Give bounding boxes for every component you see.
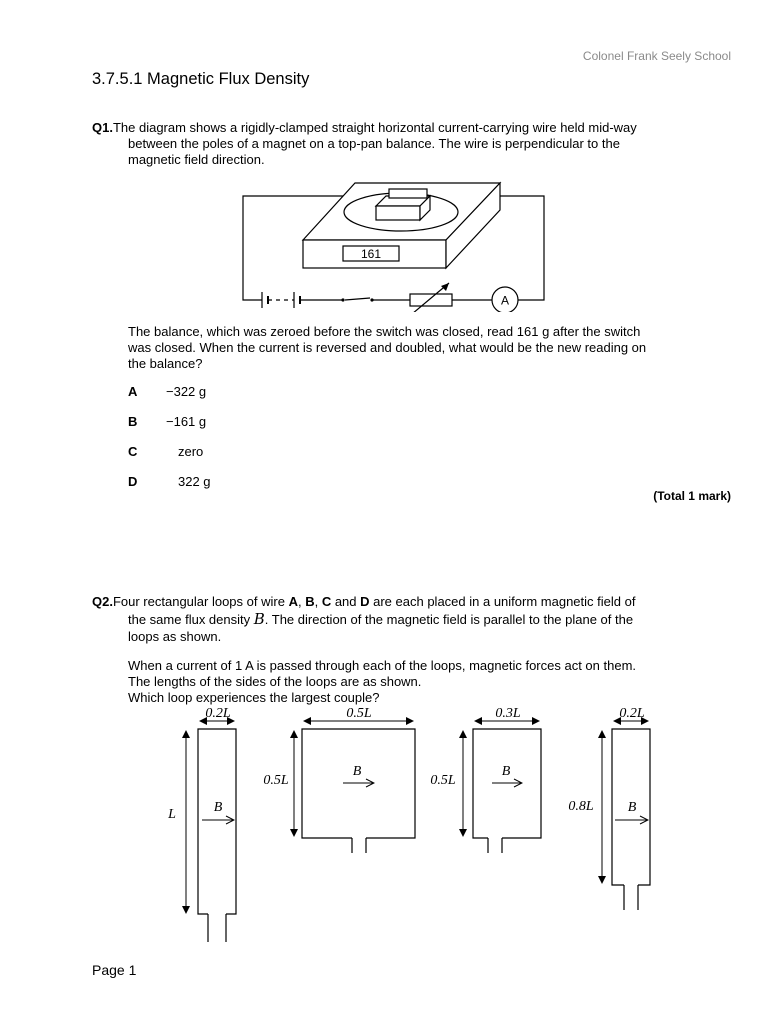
loop-b-field-label: B <box>352 764 362 779</box>
q2-stem-line1: Q2.Four rectangular loops of wire A, B, C and D are each placed in a uniform magnetic field of <box>92 594 636 609</box>
switch-lever <box>345 298 370 300</box>
q1-stem-line3: magnetic field direction. <box>128 152 265 167</box>
switch-contact-1 <box>341 298 344 301</box>
option-d-text[interactable]: 322 g <box>178 474 211 489</box>
school-name: Colonel Frank Seely School <box>582 49 731 63</box>
q2-stem-line3: loops as shown. <box>128 629 222 644</box>
loop-d-width-label: 0.2L <box>619 706 645 721</box>
q1-after-line1: The balance, which was zeroed before the switch was closed, read 161 g after the switch <box>128 324 641 339</box>
option-a-text[interactable]: −322 g <box>166 384 207 399</box>
option-b-letter[interactable]: B <box>128 414 138 429</box>
q1-total-mark: (Total 1 mark) <box>653 489 731 503</box>
switch-contact-2 <box>370 298 373 301</box>
loop-b-width-label: 0.5L <box>346 706 372 721</box>
q2-stem-line6: Which loop experiences the largest couple? <box>128 690 380 705</box>
page-title: 3.7.5.1 Magnetic Flux Density <box>92 70 310 88</box>
option-c-text[interactable]: zero <box>178 444 204 459</box>
loop-a-field-label: B <box>213 800 223 815</box>
variable-resistor <box>410 294 452 306</box>
option-a-letter[interactable]: A <box>128 384 138 399</box>
ammeter-label: A <box>500 293 510 308</box>
loop-d-height-label: 0.8L <box>568 799 594 814</box>
balance-circuit-diagram <box>236 178 552 312</box>
loop-d-field-label: B <box>627 800 637 815</box>
flux-density-symbol: B <box>253 610 265 628</box>
magnet-front <box>376 206 420 220</box>
loop-c-field-label: B <box>501 764 511 779</box>
option-c-letter[interactable]: C <box>128 444 138 459</box>
loop-b-height-label: 0.5L <box>263 773 289 788</box>
q1-number: Q1. <box>92 120 113 135</box>
loop-c-width-label: 0.3L <box>495 706 521 721</box>
balance-reading: 161 <box>360 247 382 261</box>
q1-after-line3: the balance? <box>128 356 203 371</box>
variable-resistor-arrowhead <box>441 283 449 291</box>
page-number: Page 1 <box>92 962 137 978</box>
loops-diagram <box>150 700 670 948</box>
loop-a-width-label: 0.2L <box>205 706 231 721</box>
loop-a-height-label: L <box>168 807 176 822</box>
q1-stem-line2: between the poles of a magnet on a top-pan balance. The wire is perpendicular to the <box>128 136 620 151</box>
loop-a-outline <box>198 729 236 914</box>
q1-after-line2: was closed. When the current is reversed and doubled, what would be the new reading on <box>128 340 647 355</box>
q2-stem-line5: The lengths of the sides of the loops are as shown. <box>128 674 422 689</box>
loop-c-height-label: 0.5L <box>430 773 456 788</box>
clamped-wire-holder <box>389 189 427 198</box>
q2-number: Q2. <box>92 594 113 609</box>
q1-stem-line1: Q1.The diagram shows a rigidly-clamped straight horizontal current-carrying wire held mid-way <box>92 120 637 135</box>
q2-stem-line2: the same flux density B. The direction of the magnetic field is parallel to the plane of the <box>128 610 634 628</box>
option-b-text[interactable]: −161 g <box>166 414 207 429</box>
q2-stem-line4: When a current of 1 A is passed through each of the loops, magnetic forces act on them. <box>128 658 637 673</box>
option-d-letter[interactable]: D <box>128 474 138 489</box>
